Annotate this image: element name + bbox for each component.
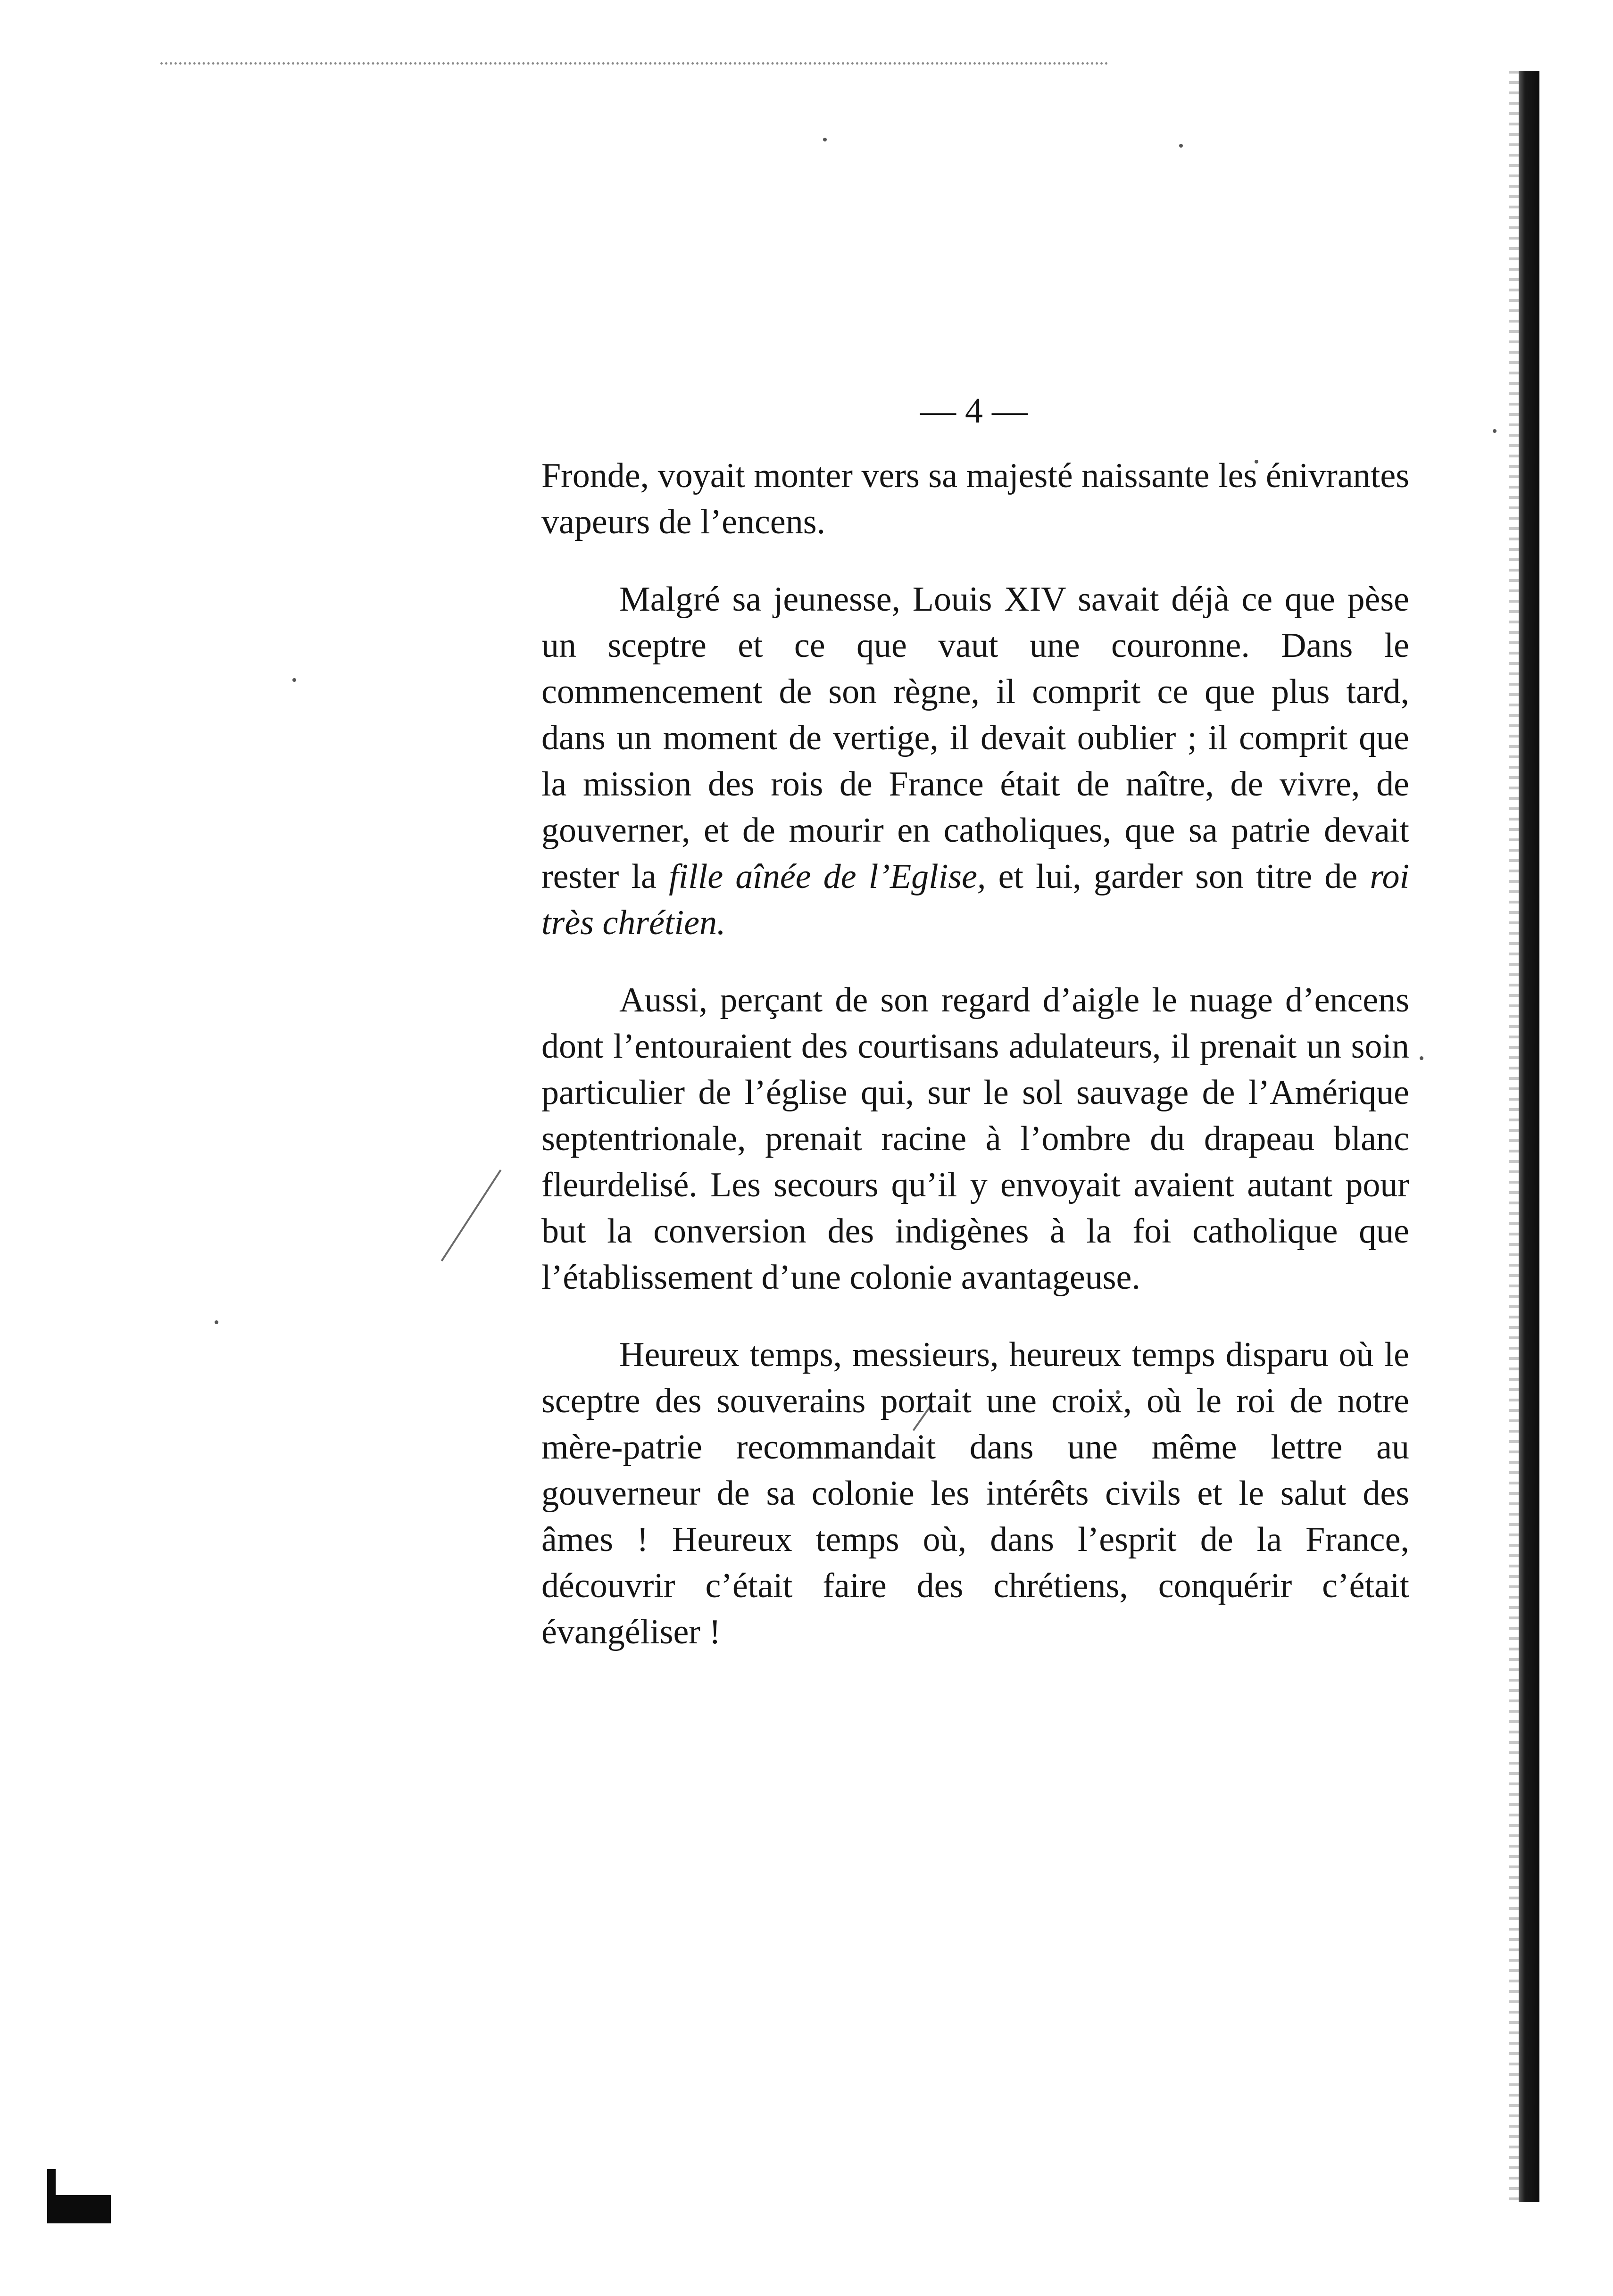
paragraph-louis-xiv-text: Malgré sa jeunesse, Louis XIV savait déjà ce que pèse un sceptre et ce que vaut une couronne. Dans le commencement de son règne, il comprit ce que plus tard, dans un moment de vertige, il devait oublier ; il comprit que la mission des rois de France était de naître, de vivre, de gouverner, et de mourir en catholiques, que sa patrie devait rester la: [541, 580, 1409, 896]
binding-edge-shadow: [1519, 71, 1539, 2202]
page-number: — 4 —: [920, 391, 1028, 431]
paragraph-louis-xiv: [541, 576, 1409, 946]
italic-phrase-roi-tres-chretien: roi très chrétien.: [541, 857, 1410, 942]
margin-pencil-mark: [441, 1169, 502, 1261]
body-text: [541, 453, 1409, 1655]
italic-phrase-fille-ainee: fille aînée de l’Eglise,: [669, 857, 986, 896]
paper-speck: [823, 138, 827, 141]
binding-edge-fringe: [1509, 71, 1519, 2202]
paper-speck: [215, 1320, 218, 1324]
paper-speck: [292, 678, 296, 682]
corner-registration-mark: [47, 2195, 111, 2223]
paragraph-continued: Fronde, voyait monter vers sa majesté naissante les énivrantes vapeurs de l’encens.: [541, 456, 1409, 541]
paper-speck: [1420, 1056, 1423, 1060]
top-dotted-rule: [160, 62, 1108, 65]
paper-speck: [1179, 144, 1183, 148]
paragraph-eglise-amerique: Aussi, perçant de son regard d’aigle le nuage d’encens dont l’entouraient des courtisans adulateurs, il prenait un soin particulier de l’église qui, sur le sol sauvage de l’Amérique septentrionale, prenait racine à l’ombre du drapeau blanc fleurdelisé. Les secours qu’il y envoyait avaient autant pour but la conversion des indigènes à la foi catholique que l’établissement d’une colonie avantageuse.: [541, 981, 1409, 1297]
paragraph-heureux-temps: Heureux temps, messieurs, heureux temps disparu où le sceptre des souverains portait une croix, où le roi de notre mère-patrie recommandait dans une même lettre au gouverneur de sa colonie les intérêts civils et le salut des âmes ! Heureux temps où, dans l’esprit de la France, découvrir c’était faire des chrétiens, conquérir c’était évangéliser !: [541, 1335, 1409, 1651]
paragraph-louis-xiv-text-middle: et lui, garder son titre de: [986, 857, 1370, 896]
paper-speck: [1493, 429, 1497, 433]
